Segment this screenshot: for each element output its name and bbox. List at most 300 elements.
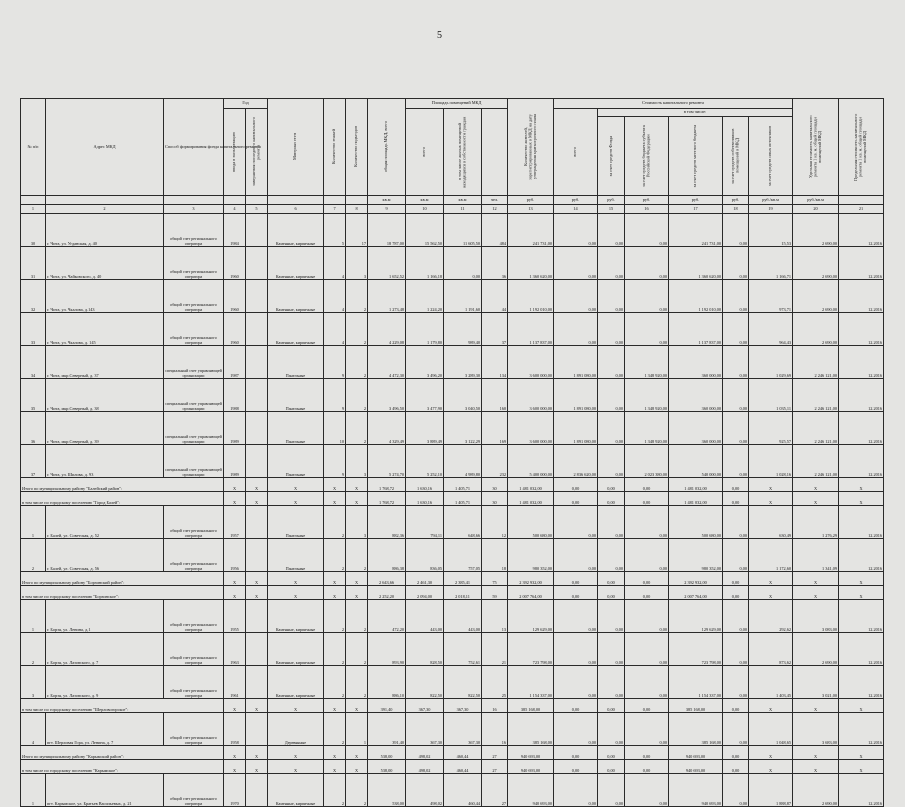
cell-local: 0,00 xyxy=(625,313,669,346)
cell-unit-cost: 630,49 xyxy=(749,506,793,539)
cell-owners: 940 693,00 xyxy=(669,774,723,807)
cell-unit-cost: 292,62 xyxy=(749,600,793,633)
cell-owned: 2 385,41 xyxy=(444,572,482,586)
cell-subject: 0,00 xyxy=(598,699,625,713)
cell-num: 1 xyxy=(21,506,46,539)
cell-subject: 0,00 xyxy=(598,445,625,478)
cell-method: общий счет регионального оператора xyxy=(164,280,224,313)
col-number: 8 xyxy=(346,205,368,214)
cell-residents: 12 xyxy=(482,506,508,539)
cell-cost: 2 392 932,00 xyxy=(508,572,554,586)
cell-cost: 1 192 010,00 xyxy=(508,280,554,313)
cell-owners: 385 168,00 xyxy=(669,699,723,713)
cell-subject: 0,00 xyxy=(598,774,625,807)
summary-x: X xyxy=(346,699,368,713)
cell-num: 33 xyxy=(21,313,46,346)
cell-cost: 385 168,00 xyxy=(508,713,554,746)
cell-other: 0,00 xyxy=(723,713,749,746)
cell-area: 538,00 xyxy=(368,760,406,774)
cell-year: 1957 xyxy=(224,506,246,539)
cell-limit-cost: 2 690,00 xyxy=(793,633,839,666)
cell-premises: 2 461,30 xyxy=(406,572,444,586)
cell-local: 0,00 xyxy=(625,600,669,633)
cell-entrances: 1 xyxy=(346,713,368,746)
cell-premises: 1 179,80 xyxy=(406,313,444,346)
cell-repair-year xyxy=(246,774,268,807)
summary-x: X xyxy=(793,746,839,760)
cell-local: 0,00 xyxy=(625,280,669,313)
unit-cell: руб. xyxy=(669,196,723,205)
cell-owned: 3 289,30 xyxy=(444,346,482,379)
table-row xyxy=(21,214,884,247)
cell-entrances: 2 xyxy=(346,600,368,633)
table-row xyxy=(21,346,884,379)
cell-material: Каменные, кирпичные xyxy=(268,313,324,346)
summary-x: X xyxy=(268,699,324,713)
cell-subject: 0,00 xyxy=(598,214,625,247)
cell-residents: 27 xyxy=(482,760,508,774)
cell-date: 12.2016 xyxy=(839,445,884,478)
summary-x: X xyxy=(224,586,246,600)
cell-premises: 794,11 xyxy=(406,506,444,539)
hdr-floors: Количество этажей xyxy=(331,129,337,165)
page-number: 5 xyxy=(437,30,442,41)
cell-premises: 367,30 xyxy=(406,699,444,713)
cell-owners: 360 000,00 xyxy=(669,412,723,445)
cell-year: 1960 xyxy=(224,247,246,280)
summary-x: X xyxy=(224,572,246,586)
cell-other: 0,00 xyxy=(723,280,749,313)
cell-subject: 0,00 xyxy=(598,313,625,346)
cell-area: 538,00 xyxy=(368,746,406,760)
cell-cost: 1 154 337,00 xyxy=(508,666,554,699)
cell-cost: 241 731,00 xyxy=(508,214,554,247)
cell-residents: 44 xyxy=(482,280,508,313)
cell-material: Панельные xyxy=(268,346,324,379)
cell-cost: 940 693,00 xyxy=(508,774,554,807)
cell-address: г. Борзя, ул. Лазовского, д. 7 xyxy=(46,633,164,666)
col-number: 19 xyxy=(749,205,793,214)
table-row xyxy=(21,666,884,699)
cell-subject: 0,00 xyxy=(598,346,625,379)
cell-owners: 540 000,00 xyxy=(669,445,723,478)
cell-address: г. Балей, ул. Советская, д. 56 xyxy=(46,539,164,572)
cell-area: 1 652,52 xyxy=(368,247,406,280)
cell-limit-cost: 2 246 121,00 xyxy=(793,379,839,412)
cell-owned: 757,05 xyxy=(444,539,482,572)
cell-limit-cost: 2 690,00 xyxy=(793,774,839,807)
summary-x: X xyxy=(246,760,268,774)
cell-date: 12.2016 xyxy=(839,280,884,313)
cell-other: 0,00 xyxy=(723,600,749,633)
cell-address: г. Чита, мкр.Северный, д. 37 xyxy=(46,346,164,379)
col-number: 16 xyxy=(625,205,669,214)
cell-owners: 1 360 620,00 xyxy=(669,247,723,280)
cell-address: г. Чита, мкр.Северный, д. 38 xyxy=(46,379,164,412)
cell-owned: 2 018,11 xyxy=(444,586,482,600)
cell-material: Панельные xyxy=(268,379,324,412)
cell-entrances: 2 xyxy=(346,539,368,572)
cell-owners: 1 137 837,00 xyxy=(669,313,723,346)
table-row xyxy=(21,774,884,807)
hdr-premises-total: всего xyxy=(421,147,427,157)
cell-floors: 2 xyxy=(324,713,346,746)
cell-limit-cost: 2 246 121,00 xyxy=(793,445,839,478)
cell-fund: 0,00 xyxy=(554,774,598,807)
summary-row xyxy=(21,478,884,492)
cell-material: Каменные, кирпичные xyxy=(268,633,324,666)
cell-num: 3 xyxy=(21,666,46,699)
cell-cost: 500 680,00 xyxy=(508,506,554,539)
cell-owners: 1 481 032,00 xyxy=(669,492,723,506)
cell-unit-cost: 1 029,69 xyxy=(749,346,793,379)
cell-subject: 0,00 xyxy=(598,666,625,699)
hdr-residents: Количество жителей, зарегистрированных в МКД на дату утверждения краткосрочного плана xyxy=(522,114,537,180)
summary-row xyxy=(21,699,884,713)
hdr-cost-incl: в том числе: xyxy=(598,109,793,117)
cell-num: 31 xyxy=(21,247,46,280)
cell-fund: 0,00 xyxy=(554,713,598,746)
col-number: 6 xyxy=(268,205,324,214)
cell-year: 1989 xyxy=(224,445,246,478)
cell-fund: 0,00 xyxy=(554,247,598,280)
cell-other: 0,00 xyxy=(723,699,749,713)
cell-repair-year xyxy=(246,600,268,633)
cell-material: Панельные xyxy=(268,506,324,539)
cell-date: 12.2016 xyxy=(839,247,884,280)
cell-floors: 2 xyxy=(324,539,346,572)
hdr-cost-group: Стоимость капитального ремонта xyxy=(554,99,793,109)
cell-subject: 0,00 xyxy=(598,492,625,506)
cell-limit-cost: 2 690,00 xyxy=(793,280,839,313)
cell-local: 0,00 xyxy=(625,492,669,506)
cell-num: 30 xyxy=(21,214,46,247)
hdr-entrances: Количество подъездов xyxy=(353,126,359,168)
hdr-unit-cost: Удельная стоимость капитального ремонта 1 кв. м. общей площади помещений МКД xyxy=(807,115,822,179)
cell-residents: 21 xyxy=(482,633,508,666)
cell-floors: 2 xyxy=(324,666,346,699)
cell-owners: 385 168,00 xyxy=(669,713,723,746)
summary-x: X xyxy=(346,760,368,774)
cell-floors: 4 xyxy=(324,313,346,346)
cell-floors: 4 xyxy=(324,280,346,313)
table-row xyxy=(21,506,884,539)
cell-area: 893,90 xyxy=(368,633,406,666)
cell-cost: 3 600 000,00 xyxy=(508,346,554,379)
cell-unit-cost: 15,53 xyxy=(749,214,793,247)
unit-cell: руб. xyxy=(508,196,554,205)
cell-other: 0,00 xyxy=(723,412,749,445)
cell-area: 886,10 xyxy=(368,666,406,699)
cell-limit-cost: 1 276,29 xyxy=(793,506,839,539)
cell-fund: 0,00 xyxy=(554,280,598,313)
cell-owned: 989,40 xyxy=(444,313,482,346)
cell-residents: 484 xyxy=(482,214,508,247)
cell-material: Каменные, кирпичные xyxy=(268,214,324,247)
cell-address: пгт. Карымское, ул. Братьев Васильевых, д. 21 xyxy=(46,774,164,807)
cell-year: 1960 xyxy=(224,280,246,313)
col-number: 10 xyxy=(406,205,444,214)
cell-fund: 2 836 620,00 xyxy=(554,445,598,478)
cell-fund: 0,00 xyxy=(554,600,598,633)
cell-subject: 0,00 xyxy=(598,572,625,586)
cell-premises: 3 496,20 xyxy=(406,346,444,379)
cell-premises: 1 166,18 xyxy=(406,247,444,280)
cell-num: 4 xyxy=(21,713,46,746)
cell-subject: 0,00 xyxy=(598,412,625,445)
cell-owned: 1 191,60 xyxy=(444,280,482,313)
cell-unit-cost: 1 888,87 xyxy=(749,774,793,807)
cell-residents: 18 xyxy=(482,539,508,572)
cell-owned: 367,30 xyxy=(444,713,482,746)
cell-date: 12.2016 xyxy=(839,506,884,539)
cell-subject: 0,00 xyxy=(598,746,625,760)
cell-other: 0,00 xyxy=(723,633,749,666)
cell-subject: 0,00 xyxy=(598,713,625,746)
cell-floors: 5 xyxy=(324,214,346,247)
cell-date: 12.2016 xyxy=(839,666,884,699)
cell-address: г. Балей, ул. Советская, д. 52 xyxy=(46,506,164,539)
cell-local: 0,00 xyxy=(625,713,669,746)
cell-year: 1970 xyxy=(224,774,246,807)
cell-residents: 16 xyxy=(482,713,508,746)
cell-residents: 30 xyxy=(482,492,508,506)
cell-method: общий счет регионального оператора xyxy=(164,313,224,346)
cell-area: 538,00 xyxy=(368,774,406,807)
cell-floors: 2 xyxy=(324,774,346,807)
table-row xyxy=(21,280,884,313)
cell-other: 0,00 xyxy=(723,539,749,572)
cell-method: общий счет регионального оператора xyxy=(164,713,224,746)
hdr-num: № п/п xyxy=(21,99,46,196)
cell-premises: 1 630,16 xyxy=(406,492,444,506)
cell-residents: 75 xyxy=(482,572,508,586)
col-number: 17 xyxy=(669,205,723,214)
cell-entrances: 2 xyxy=(346,280,368,313)
cell-date: 12.2016 xyxy=(839,633,884,666)
summary-x: X xyxy=(793,478,839,492)
cell-cost: 3 600 000,00 xyxy=(508,379,554,412)
summary-x: X xyxy=(268,760,324,774)
summary-x: X xyxy=(268,572,324,586)
cell-fund: 0,00 xyxy=(554,492,598,506)
cell-residents: 27 xyxy=(482,746,508,760)
summary-x: X xyxy=(749,478,793,492)
cell-unit-cost: 1 028,16 xyxy=(749,445,793,478)
cell-num: 36 xyxy=(21,412,46,445)
cell-other: 0,00 xyxy=(723,379,749,412)
summary-x: X xyxy=(324,478,346,492)
summary-x: X xyxy=(749,492,793,506)
cell-fund: 0,00 xyxy=(554,506,598,539)
cell-num: 34 xyxy=(21,346,46,379)
summary-x: X xyxy=(749,586,793,600)
table-row xyxy=(21,633,884,666)
summary-x: X xyxy=(324,586,346,600)
cell-date: 12.2016 xyxy=(839,412,884,445)
cell-method: общий счет регионального оператора xyxy=(164,214,224,247)
cell-other: 0,00 xyxy=(723,445,749,478)
cell-other: 0,00 xyxy=(723,214,749,247)
summary-x: X xyxy=(268,746,324,760)
cell-material: Деревянные xyxy=(268,713,324,746)
cell-repair-year xyxy=(246,666,268,699)
cell-limit-cost: 2 246 121,00 xyxy=(793,412,839,445)
cell-method: общий счет регионального оператора xyxy=(164,666,224,699)
summary-label: в том числе по городскому поселению "Карымское": xyxy=(21,760,224,774)
cell-area: 391,40 xyxy=(368,713,406,746)
cell-subject: 0,00 xyxy=(598,586,625,600)
cell-method: общий счет регионального оператора xyxy=(164,247,224,280)
cell-address: г. Чита, ул. Шилова, д. 93 xyxy=(46,445,164,478)
unit-cell: руб. xyxy=(598,196,625,205)
cell-owners: 723 798,00 xyxy=(669,633,723,666)
cell-material: Панельные xyxy=(268,539,324,572)
cell-premises: 828,50 xyxy=(406,633,444,666)
cell-floors: 2 xyxy=(324,600,346,633)
hdr-year-commission: ввода в эксплуатацию xyxy=(231,131,237,173)
table-row xyxy=(21,713,884,746)
col-number: 9 xyxy=(368,205,406,214)
col-number: 18 xyxy=(723,205,749,214)
cell-area: 3 496,50 xyxy=(368,379,406,412)
hdr-limit-cost: Предельная стоимость капитального ремонта 1 кв. м. общей площади помещений МКД xyxy=(853,113,868,181)
cell-fund: 0,00 xyxy=(554,586,598,600)
cell-subject: 0,00 xyxy=(598,539,625,572)
col-number: 5 xyxy=(246,205,268,214)
cell-cost: 723 798,00 xyxy=(508,633,554,666)
summary-x: X xyxy=(346,746,368,760)
cell-premises: 367,30 xyxy=(406,713,444,746)
cell-year: 1987 xyxy=(224,346,246,379)
cell-cost: 1 481 032,00 xyxy=(508,492,554,506)
summary-x: X xyxy=(246,478,268,492)
table-row xyxy=(21,247,884,280)
cell-premises: 3 889,49 xyxy=(406,412,444,445)
cell-premises: 498,02 xyxy=(406,760,444,774)
cell-cost: 129 629,00 xyxy=(508,600,554,633)
summary-x: X xyxy=(749,760,793,774)
cell-limit-cost: 1 341,09 xyxy=(793,539,839,572)
hdr-wall-material: Материал стен xyxy=(292,133,298,161)
cell-owners: 241 731,00 xyxy=(669,214,723,247)
summary-x: X xyxy=(246,572,268,586)
summary-x: X xyxy=(839,746,884,760)
cell-method: специальный счет управляющей организации xyxy=(164,445,224,478)
cell-owners: 940 693,00 xyxy=(669,760,723,774)
cell-floors: 2 xyxy=(324,633,346,666)
cell-year: 1960 xyxy=(224,313,246,346)
cell-material: Каменные, кирпичные xyxy=(268,774,324,807)
cell-entrances: 2 xyxy=(346,412,368,445)
cell-residents: 27 xyxy=(482,774,508,807)
cell-residents: 30 xyxy=(482,478,508,492)
cell-entrances: 2 xyxy=(346,666,368,699)
cell-cost: 2 007 764,00 xyxy=(508,586,554,600)
cell-repair-year xyxy=(246,633,268,666)
unit-cell: руб. xyxy=(554,196,598,205)
summary-x: X xyxy=(839,492,884,506)
cell-owned: 3 040,50 xyxy=(444,379,482,412)
cell-subject: 0,00 xyxy=(598,760,625,774)
cell-cost: 385 168,00 xyxy=(508,699,554,713)
cell-area: 2 643,66 xyxy=(368,572,406,586)
cell-residents: 169 xyxy=(482,412,508,445)
cell-area: 5 274,70 xyxy=(368,445,406,478)
summary-x: X xyxy=(268,492,324,506)
cell-other: 0,00 xyxy=(723,313,749,346)
cell-floors: 10 xyxy=(324,412,346,445)
cell-fund: 1 891 080,00 xyxy=(554,379,598,412)
summary-x: X xyxy=(246,699,268,713)
hdr-cost-owners: за счет средств собственников помещений в МКД xyxy=(730,128,740,184)
cell-fund: 0,00 xyxy=(554,760,598,774)
cell-local: 0,00 xyxy=(625,774,669,807)
summary-x: X xyxy=(268,478,324,492)
hdr-premises-owned: в том числе жилых помещений находящихся в собственности граждан xyxy=(457,116,467,188)
hdr-cost-fund: за счет средств Фонда xyxy=(607,135,613,177)
units-row xyxy=(21,196,884,205)
cell-subject: 0,00 xyxy=(598,506,625,539)
col-number: 12 xyxy=(482,205,508,214)
cell-subject: 0,00 xyxy=(598,600,625,633)
hdr-method: Способ формирования фонда капитального ремонта xyxy=(164,99,224,196)
cell-local: 1 348 920,00 xyxy=(625,412,669,445)
cell-owners: 1 192 010,00 xyxy=(669,280,723,313)
cell-entrances: 17 xyxy=(346,214,368,247)
cell-year: 1989 xyxy=(224,412,246,445)
cell-cost: 1 481 032,00 xyxy=(508,478,554,492)
cell-subject: 0,00 xyxy=(598,379,625,412)
cell-other: 0,00 xyxy=(723,760,749,774)
summary-label: в том числе по городскому поселению "Город Балей": xyxy=(21,492,224,506)
cell-other: 0,00 xyxy=(723,746,749,760)
cell-local: 1 348 920,00 xyxy=(625,346,669,379)
cell-unit-cost: 873,62 xyxy=(749,633,793,666)
cell-residents: 16 xyxy=(482,699,508,713)
cell-area: 1 273,48 xyxy=(368,280,406,313)
summary-x: X xyxy=(346,572,368,586)
cell-date: 12.2016 xyxy=(839,346,884,379)
cell-method: общий счет регионального оператора xyxy=(164,633,224,666)
cell-owned: 822,50 xyxy=(444,666,482,699)
cell-method: специальный счет управляющей организации xyxy=(164,346,224,379)
cell-owners: 2 392 932,00 xyxy=(669,572,723,586)
unit-cell: руб. xyxy=(625,196,669,205)
summary-x: X xyxy=(749,746,793,760)
cell-residents: 134 xyxy=(482,346,508,379)
cell-other: 0,00 xyxy=(723,492,749,506)
hdr-year-group: Год xyxy=(224,99,268,109)
summary-label: Итого по муниципальному району "Борзинский район": xyxy=(21,572,224,586)
cell-premises: 2 094,00 xyxy=(406,586,444,600)
cell-address: г. Чита, ул. Чайковского, д. 40 xyxy=(46,247,164,280)
cell-owned: 1 405,71 xyxy=(444,478,482,492)
cell-other: 0,00 xyxy=(723,666,749,699)
cell-unit-cost: 1 048,65 xyxy=(749,713,793,746)
cell-entrances: 2 xyxy=(346,633,368,666)
cell-fund: 0,00 xyxy=(554,214,598,247)
cell-local: 0,00 xyxy=(625,746,669,760)
cell-premises: 1 224,20 xyxy=(406,280,444,313)
table-row xyxy=(21,379,884,412)
summary-x: X xyxy=(346,492,368,506)
cell-date: 12.2016 xyxy=(839,539,884,572)
cell-date: 12.2016 xyxy=(839,313,884,346)
hdr-year-last-repair: завершения последнего капитального ремонта xyxy=(251,117,261,187)
col-number: 20 xyxy=(793,205,839,214)
hdr-cost-local: за счет средств местного бюджета xyxy=(692,124,698,188)
